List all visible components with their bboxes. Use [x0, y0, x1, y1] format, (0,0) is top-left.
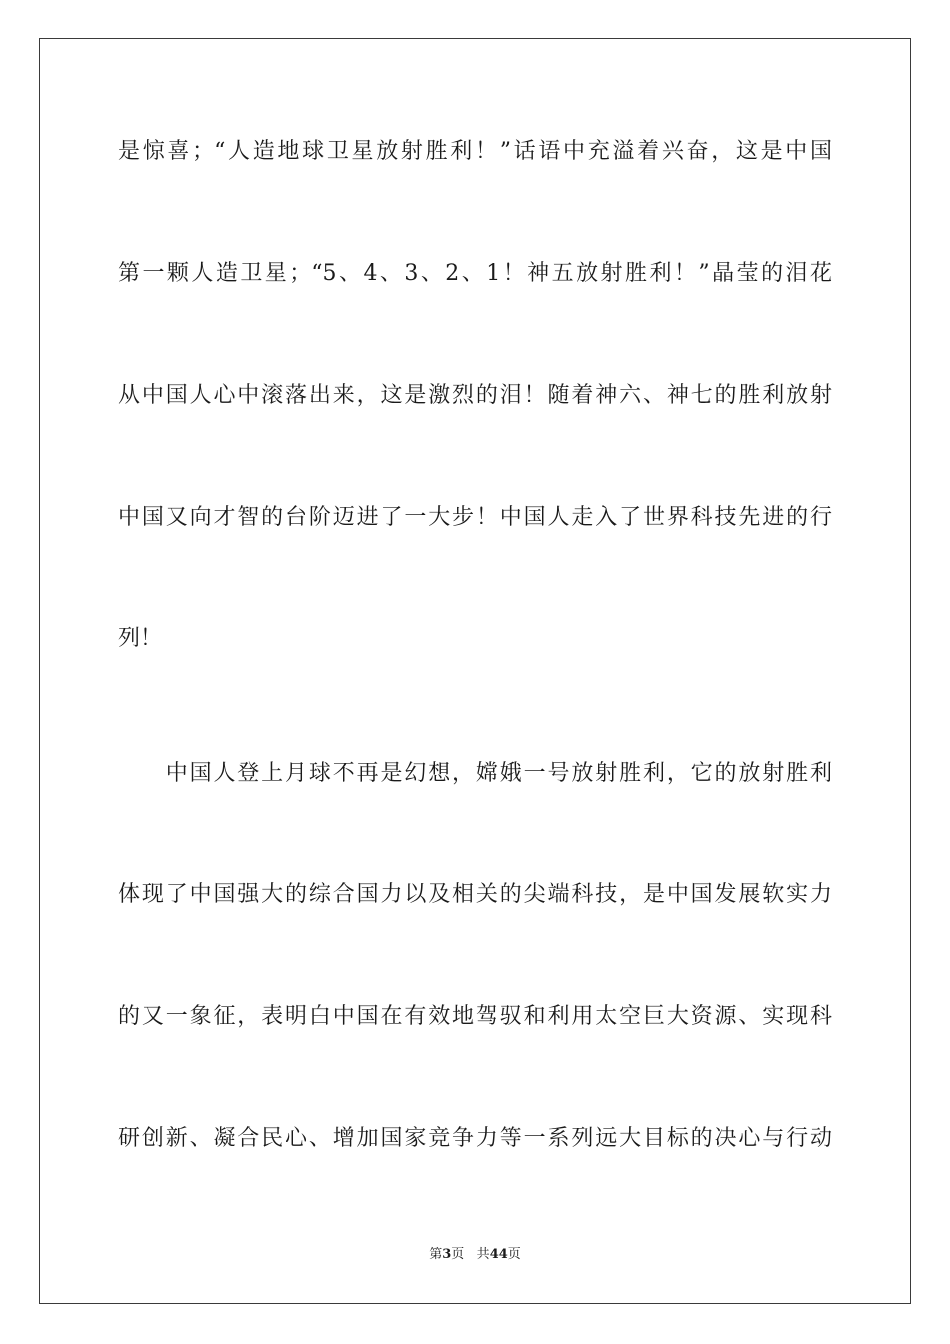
current-page-number: 3	[442, 1247, 452, 1262]
page-prefix: 第	[429, 1247, 443, 1262]
body-text-line-9: 研创新、凝合民心、增加国家竞争力等一系列远大目标的决心与行动	[118, 1126, 832, 1151]
body-text-line-5: 列！	[118, 626, 163, 651]
total-suffix: 页	[507, 1247, 521, 1262]
body-text-line-3: 从中国人心中滚落出来，这是激烈的泪！随着神六、神七的胜利放射	[118, 383, 832, 408]
page-footer	[0, 1246, 950, 1264]
body-text-line-4: 中国又向才智的台阶迈进了一大步！中国人走入了世界科技先进的行	[118, 505, 832, 530]
body-text-line-6: 中国人登上月球不再是幻想，嫦娥一号放射胜利，它的放射胜利	[118, 761, 832, 786]
page-border	[39, 38, 911, 1304]
body-text-line-1: 是惊喜；“人造地球卫星放射胜利！”话语中充溢着兴奋，这是中国	[118, 139, 832, 164]
body-text-line-8: 的又一象征，表明白中国在有效地驾驭和利用太空巨大资源、实现科	[118, 1004, 832, 1029]
body-text-line-7: 体现了中国强大的综合国力以及相关的尖端科技，是中国发展软实力	[118, 882, 832, 907]
body-text-line-2: 第一颗人造卫星；“5、4、3、2、1！神五放射胜利！”晶莹的泪花	[118, 261, 832, 286]
total-prefix: 共	[476, 1247, 490, 1262]
total-pages-number: 44	[489, 1247, 508, 1262]
page-suffix: 页	[451, 1247, 465, 1262]
